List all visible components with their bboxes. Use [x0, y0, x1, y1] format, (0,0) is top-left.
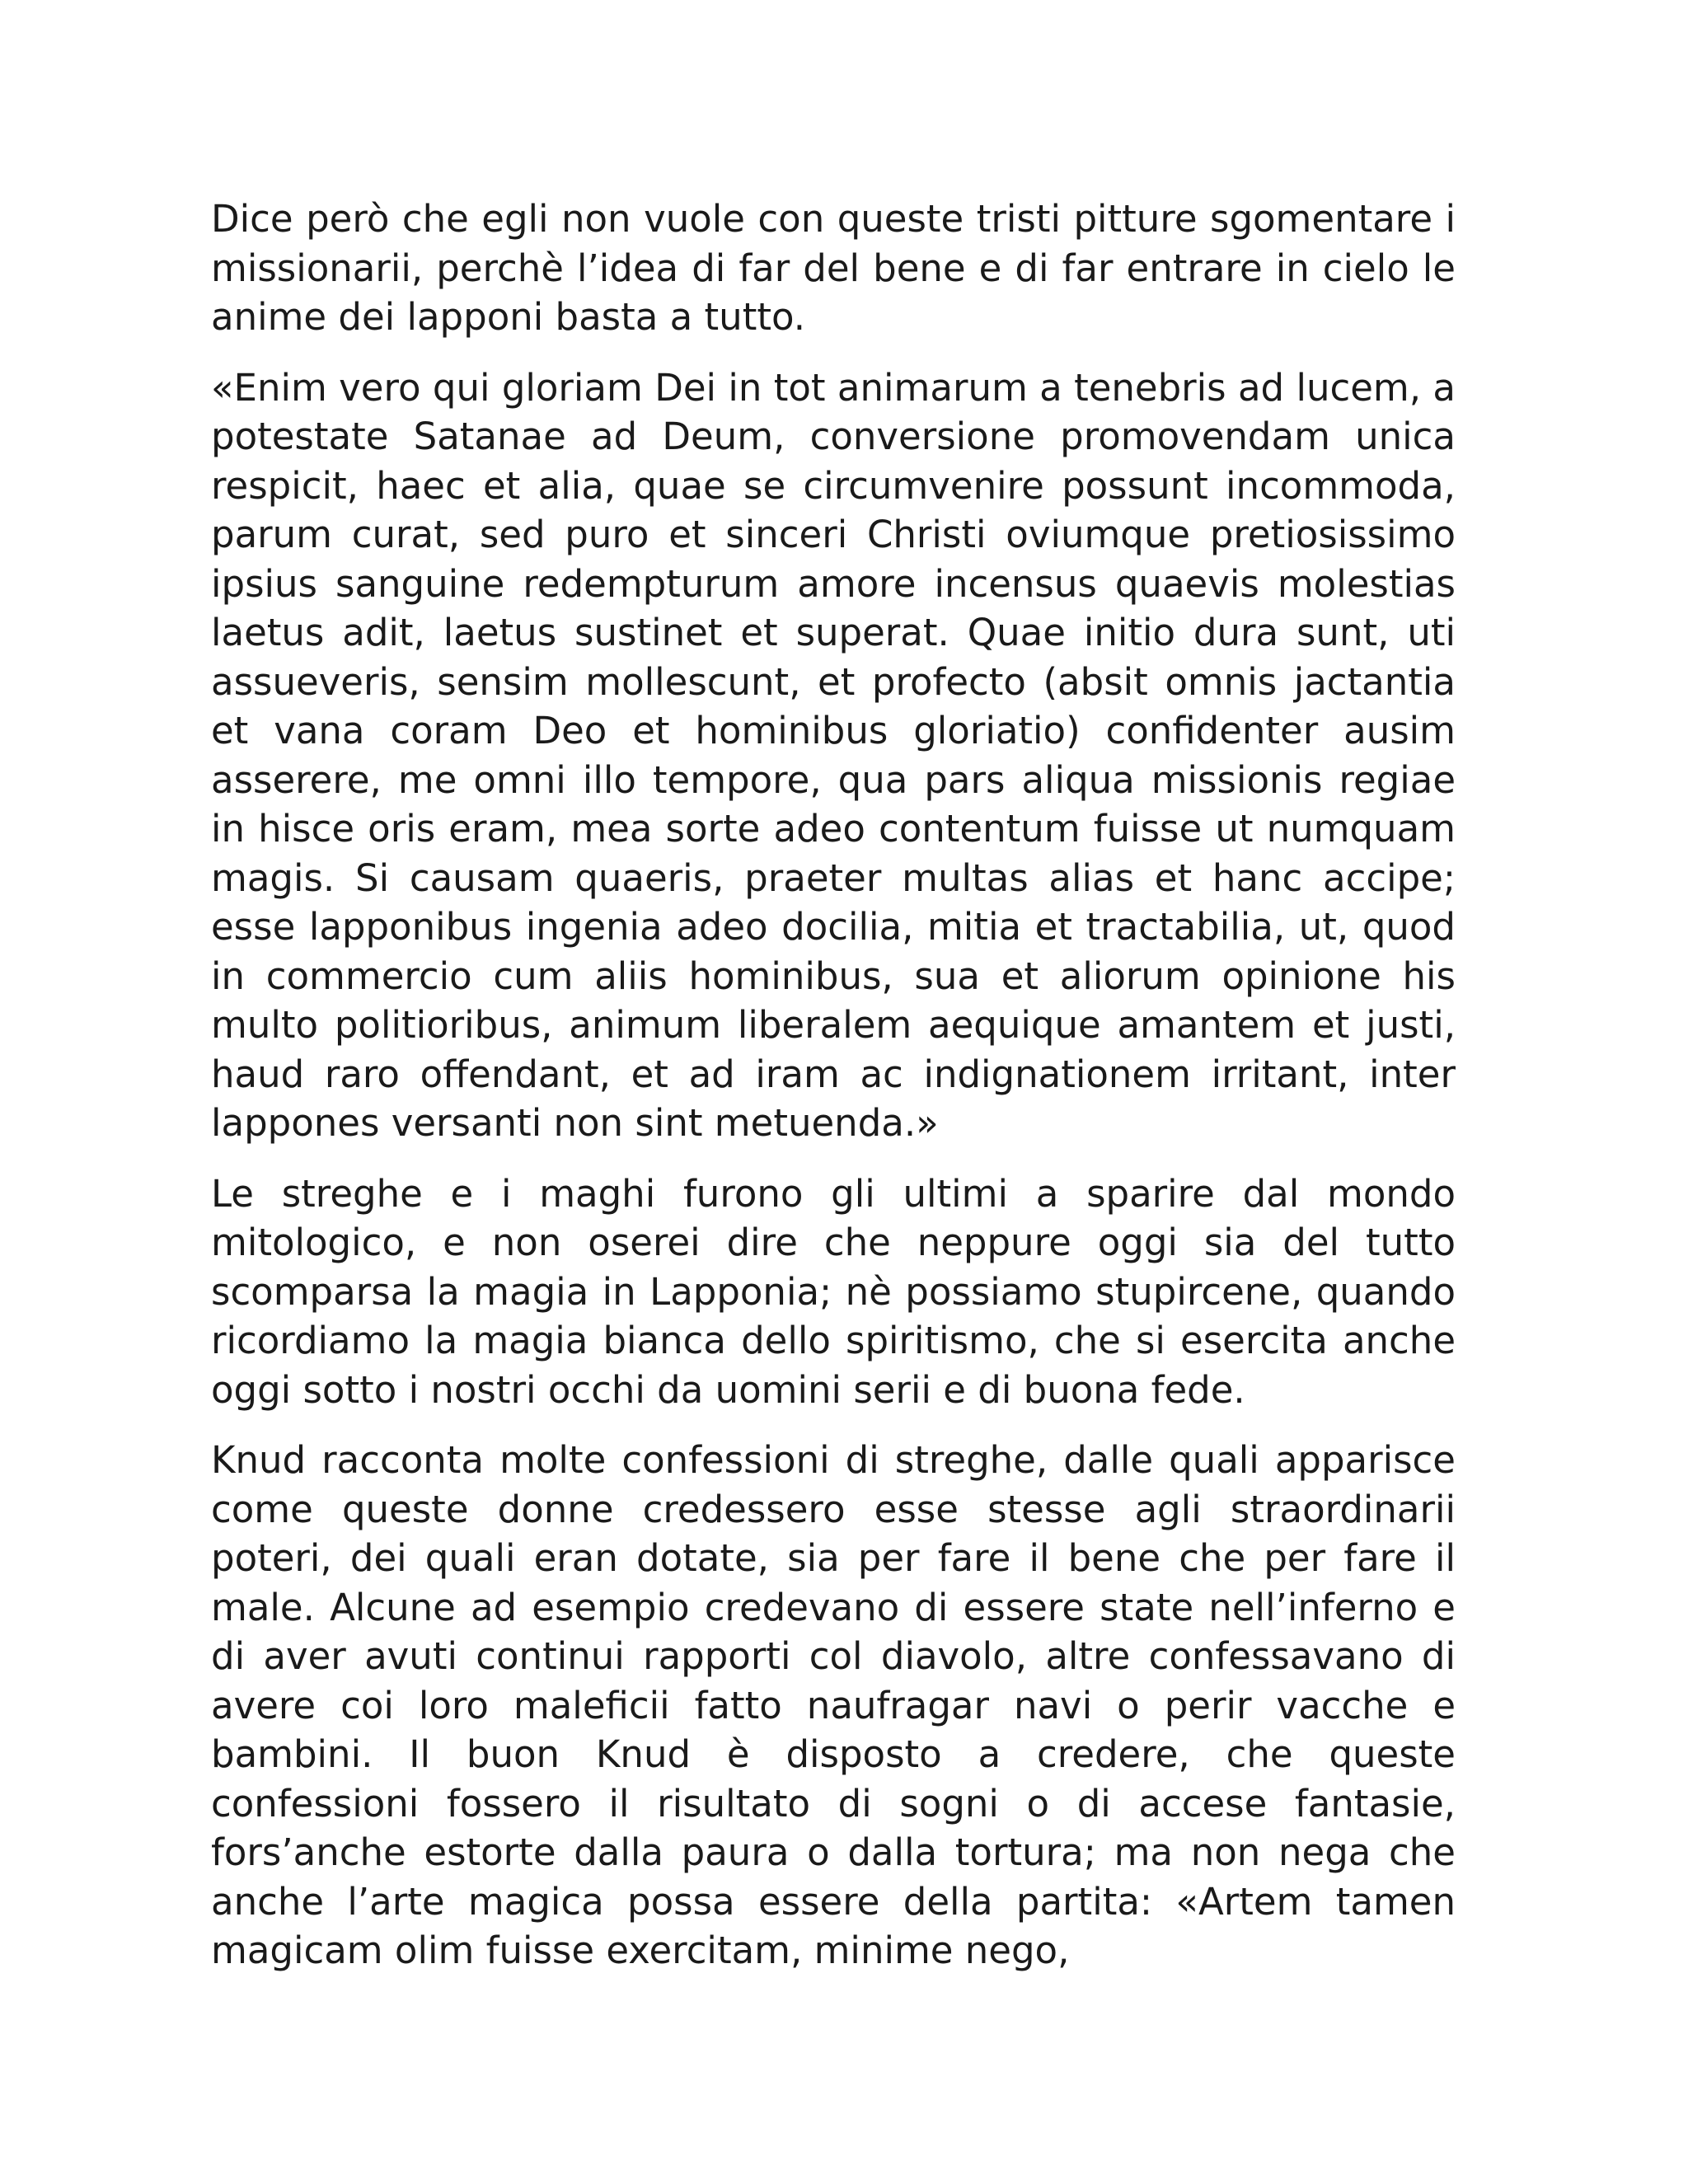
document-page	[211, 194, 1456, 1997]
paragraph-witches-magicians: Le streghe e i maghi furono gli ultimi a sparire dal mondo mitologico, e non oserei dire che neppure oggi sia del tutto scomparsa la magia in Lapponia; nè possiamo stupircene, quando ricordiamo la magia bianca dello spiritismo, che si esercita anche oggi sotto i nostri occhi da uomini serii e di buona fede.	[211, 1171, 1456, 1412]
paragraph-latin-quote: «Enim vero qui gloriam Dei in tot animarum a tenebris ad lucem, a potestate Satanae ad Deum, conversione promovendam unica respicit, haec et alia, quae se circumvenire possunt incommoda, parum curat, sed puro et sinceri Christi oviumque pretiosissimo ipsius sanguine redempturum amore incensus quaevis molestias laetus adit, laetus sustinet et superat. Quae initio dura sunt, uti assueveris, sensim mollescunt, et profecto (absit omnis jactantia et vana coram Deo et hominibus gloriatio) confidenter ausim asserere, me omni illo tempore, qua pars aliqua missionis regiae in hisce oris eram, mea sorte adeo contentum fuisse ut numquam magis. Si causam quaeris, praeter multas alias et hanc accipe; esse lapponibus ingenia adeo docilia, mitia et tractabilia, ut, quod in commercio cum aliis hominibus, sua et aliorum opinione his multo politioribus, animum liberalem aequique amantem et justi, haud raro offendant, et ad iram ac indignationem irritant, inter lappones versanti non sint metuenda.»	[211, 365, 1456, 1145]
paragraph-missionaries: Dice però che egli non vuole con queste tristi pitture sgomentare i missionarii, perchè l’idea di far del bene e di far entrare in cielo le anime dei lapponi basta a tutto.	[211, 197, 1456, 339]
paragraph-knud-confessions: Knud racconta molte confessioni di streghe, dalle quali apparisce come queste donne credessero esse stesse agli straordinarii poteri, dei quali eran dotate, sia per fare il bene che per fare il male. Alcune ad esempio credevano di essere state nell’inferno e di aver avuti continui rapporti col diavolo, altre confessavano di avere coi loro maleficii fatto naufragar navi o perir vacche e bambini. Il buon Knud è disposto a credere, che queste confessioni fossero il risultato di sogni o di accese fantasie, fors’anche estorte dalla paura o dalla tortura; ma non nega che anche l’arte magica possa essere della partita: «Artem tamen magicam olim fuisse exercitam, minime nego,	[211, 1438, 1456, 1972]
